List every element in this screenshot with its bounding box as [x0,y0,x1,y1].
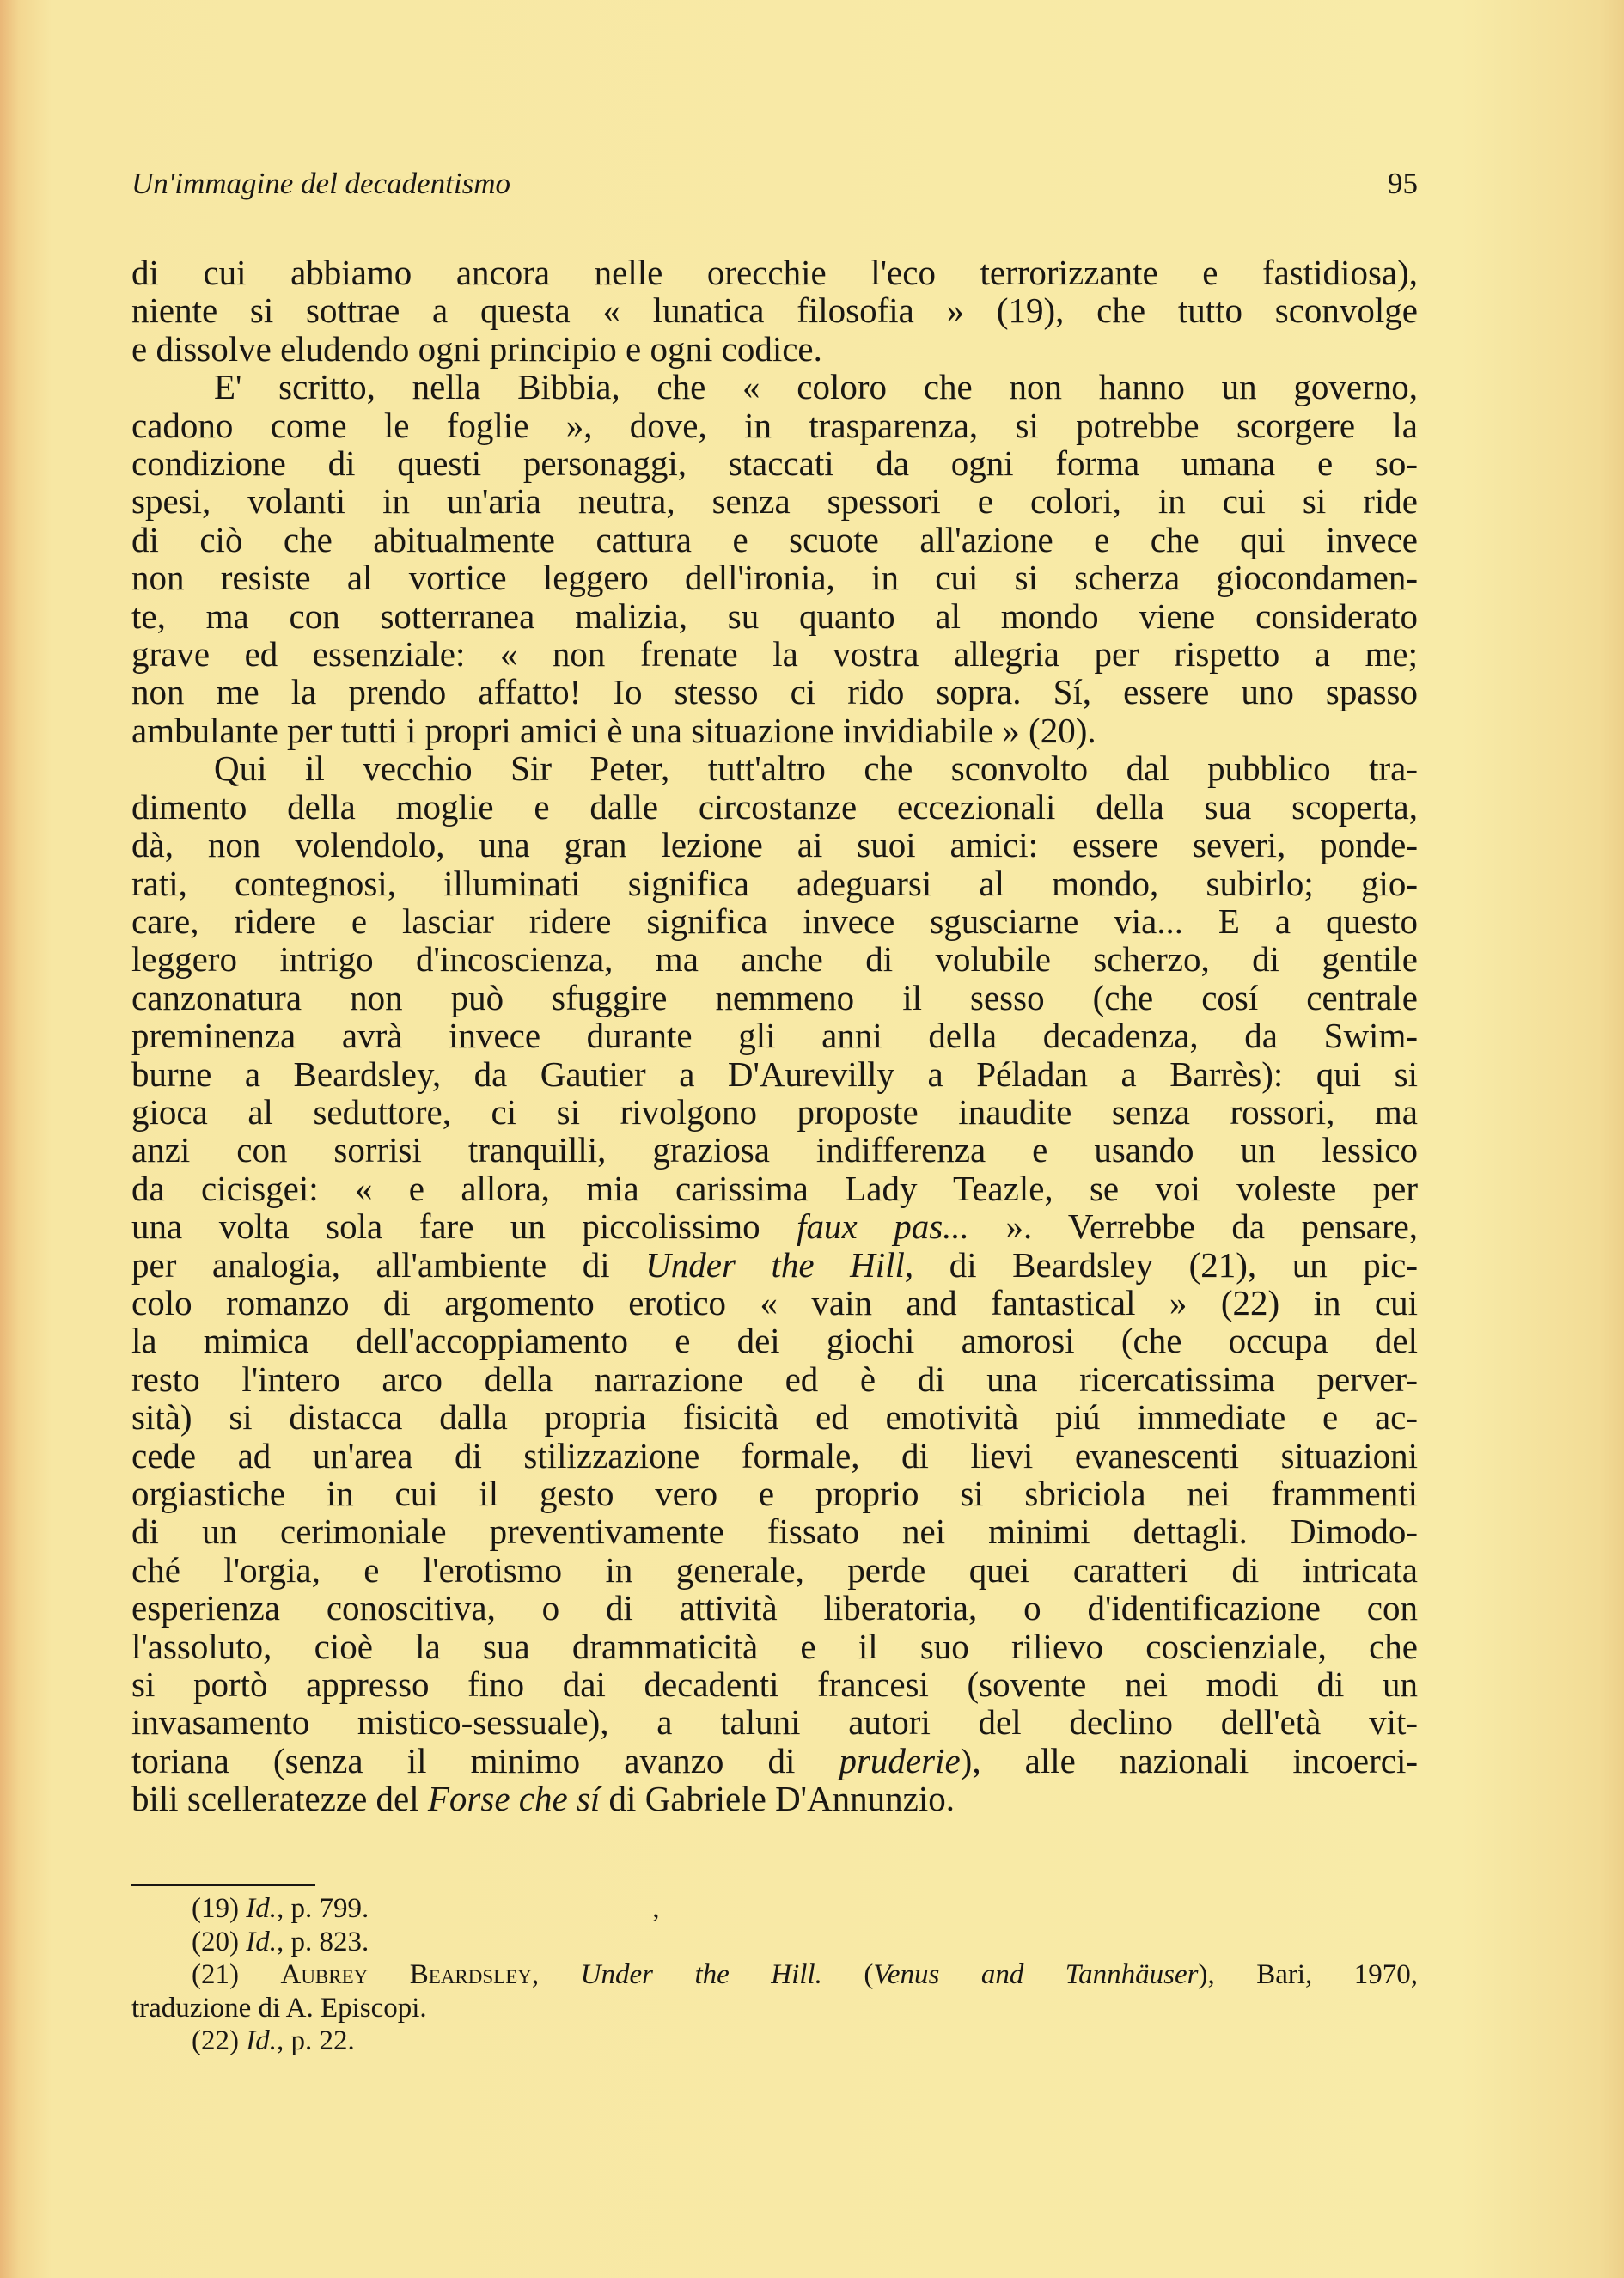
footnote-19 [131,1892,1418,1926]
text-line: non me la prendo affatto! Io stesso ci rido sopra. Sí, essere uno spasso [131,672,1418,712]
text-segment: ». Verrebbe da pensare, [1005,1206,1419,1247]
footnote-rule [131,1884,315,1886]
text-line: niente si sottrae a questa « lunatica filosofia » (19), che tutto sconvolge [131,290,1418,331]
footnote-title: Under the Hill. [580,1959,822,1990]
footnote-number: (20) [192,1926,239,1957]
footnotes [131,1892,1418,2058]
text-line: non resiste al vortice leggero dell'ironia, in cui si scherza giocondamen- [131,558,1418,598]
text-line: la mimica dell'accoppiamento e dei giochi amorosi (che occupa del [131,1321,1418,1361]
footnote-text: p. 823. [290,1926,369,1957]
text-line [131,1780,1418,1817]
page-number: 95 [1388,167,1418,200]
text-line: invasamento mistico-sessuale), a taluni autori del declino dell'età vit- [131,1702,1418,1743]
paragraph-2 [131,368,1418,749]
text-line: colo romanzo di argomento erotico « vain and fantastical » (22) in cui [131,1282,1418,1322]
text-line: orgiastiche in cui il gesto vero e proprio si sbriciola nei frammenti [131,1474,1418,1513]
text-line: dimento della moglie e dalle circostanze eccezionali della sua scoperta, [131,786,1418,827]
running-header [131,162,1418,205]
text-segment: una volta sola fare un piccolissimo [131,1206,760,1247]
text-line: di ciò che abitualmente cattura e scuote all'azione e che qui invece [131,519,1418,559]
footnote-paren: ( [864,1959,874,1990]
text-line: rati, contegnosi, illuminati significa adeguarsi al mondo, subirlo; gio- [131,863,1418,903]
footnote-21 [131,1958,1418,1992]
text-segment: per analogia, all'ambiente di [131,1244,610,1285]
text-line: burne a Beardsley, da Gautier a D'Aurevilly a Péladan a Barrès): qui si [131,1053,1418,1094]
text-line: te, ma con sotterranea malizia, su quanto al mondo viene considerato [131,595,1418,636]
text-line: resto l'intero arco della narrazione ed è di una ricercatissima perver- [131,1359,1418,1399]
text-line [131,1246,1418,1284]
text-line: spesi, volanti in un'aria neutra, senza spessori e colori, in cui si ride [131,481,1418,522]
text-line: gioca al seduttore, ci si rivolgono proposte inaudite senza rossori, ma [131,1091,1418,1132]
footnote-paren: ), [1198,1959,1215,1990]
text-segment: toriana (senza il minimo avanzo di [131,1740,796,1780]
italic-phrase: faux pas... [797,1206,969,1247]
footnote-ref: Id., [246,2025,284,2056]
stray-mark: , [652,1893,660,1924]
text-line: anzi con sorrisi tranquilli, graziosa indifferenza e usando un lessico [131,1130,1418,1170]
text-segment: bili scelleratezze del [131,1779,419,1819]
text-line: E' scritto, nella Bibbia, che « coloro che non hanno un governo, [214,367,1418,407]
text-segment: ), alle nazionali incoerci- [960,1740,1418,1780]
text-segment: di Gabriele D'Annunzio. [608,1779,955,1819]
text-line: cadono come le foglie », dove, in trasparenza, si potrebbe scorgere la [131,405,1418,445]
text-line: l'assoluto, cioè la sua drammaticità e il suo rilievo coscienziale, che [131,1626,1418,1666]
text-line: Qui il vecchio Sir Peter, tutt'altro che sconvolto dal pubblico tra- [214,748,1418,789]
italic-title: Under the Hill, [645,1244,914,1285]
running-title: Un'immagine del decadentismo [131,167,511,200]
text-line: cede ad un'area di stilizzazione formale, di lievi evanescenti situazioni [131,1435,1418,1475]
italic-word: pruderie [839,1740,961,1780]
footnote-number: (22) [192,2025,239,2056]
text-line: preminenza avrà invece durante gli anni della decadenza, da Swim- [131,1016,1418,1056]
text-line: di un cerimoniale preventivamente fissato nei minimi dettagli. Dimodo- [131,1512,1418,1552]
text-line: care, ridere e lasciar ridere significa invece sgusciarne via... E a questo [131,901,1418,941]
text-line: sità) si distacca dalla propria fisicità ed emotività piú immediate e ac- [131,1397,1418,1438]
footnote-22 [131,2025,1418,2058]
text-line: grave ed essenziale: « non frenate la vostra allegria per rispetto a me; [131,634,1418,675]
text-line: dà, non volendolo, una gran lezione ai suoi amici: essere severi, ponde- [131,825,1418,865]
footnote-number: (21) [192,1959,239,1990]
text-line: di cui abbiamo ancora nelle orecchie l'eco terrorizzante e fastidiosa), [131,253,1418,292]
text-line [131,1207,1418,1245]
paragraph-1 [131,253,1418,368]
footnote-subtitle: Venus and Tannhäuser [873,1959,1199,1990]
body-text [131,253,1418,1818]
footnote-text: p. 799. [290,1893,369,1924]
footnote-21-continuation: traduzione di A. Episcopi. [131,1992,427,2024]
text-line: canzonatura non può sfuggire nemmeno il sesso (che cosí centrale [131,977,1418,1017]
footnote-text: Bari, 1970, [1256,1959,1419,1990]
text-line: ambulante per tutti i propri amici è una situazione invidiabile » (20). [131,710,1096,750]
footnote-number: (19) [192,1893,239,1924]
text-segment: di Beardsley (21), un pic- [949,1244,1418,1285]
text-line: da cicisgei: « e allora, mia carissima Lady Teazle, se voi voleste per [131,1168,1418,1208]
text-line [131,1742,1418,1780]
text-line: esperienza conoscitiva, o di attività liberatoria, o d'identificazione con [131,1588,1418,1628]
italic-title: Forse che sí [427,1779,601,1819]
paragraph-3 [131,749,1418,1817]
text-line: condizione di questi personaggi, staccati da ogni forma umana e so- [131,443,1418,484]
text-line: ché l'orgia, e l'erotismo in generale, perde quei caratteri di intricata [131,1549,1418,1590]
text-line: si portò appresso fino dai decadenti francesi (sovente nei modi di un [131,1664,1418,1705]
footnote-text: p. 22. [290,2025,355,2056]
footnote-ref: Id., [246,1926,284,1957]
footnote-20 [131,1926,1418,1959]
footnote-author: Aubrey Beardsley, [280,1959,540,1990]
text-line: leggero intrigo d'incoscienza, ma anche di volubile scherzo, di gentile [131,939,1418,980]
footnote-ref: Id., [246,1893,284,1924]
text-line: e dissolve eludendo ogni principio e ogni codice. [131,328,822,369]
